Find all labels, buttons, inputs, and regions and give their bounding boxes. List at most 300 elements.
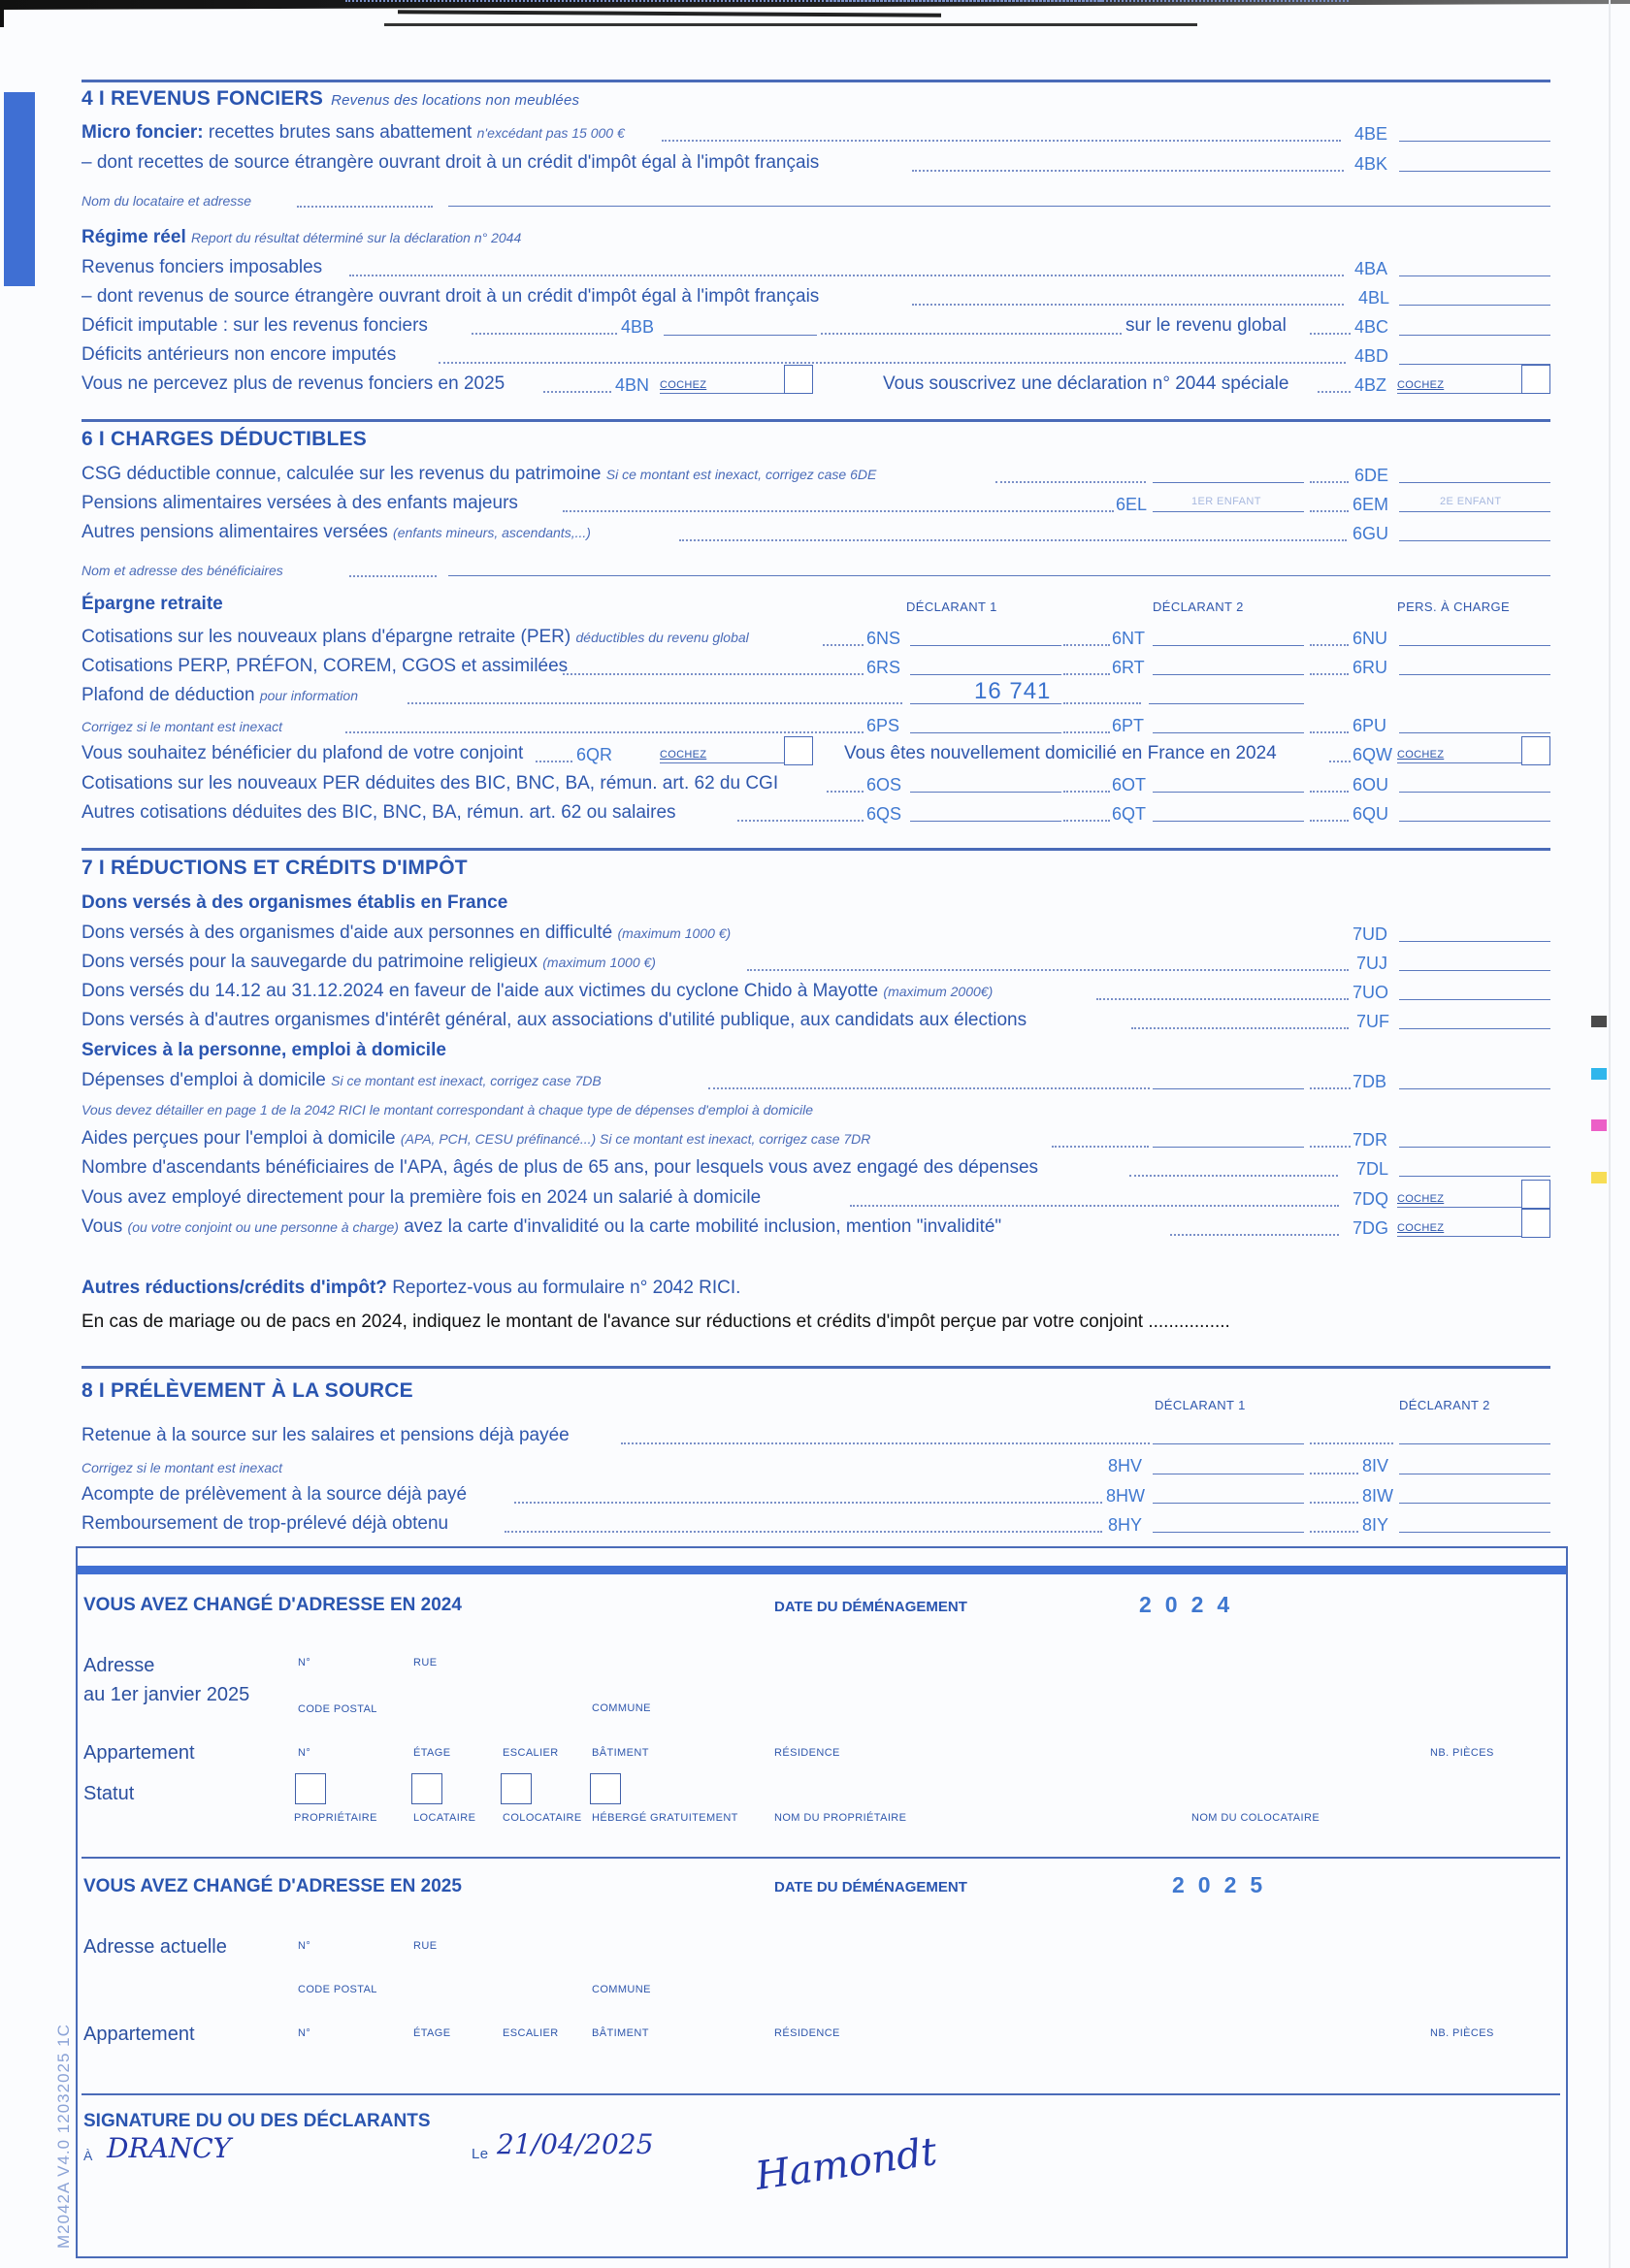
leader-dots [1310,1473,1358,1474]
depenses-row [82,1070,602,1091]
section-divider [82,419,1550,422]
column-header-declarant-2: DÉCLARANT 2 [1399,1398,1490,1412]
input-8IY[interactable] [1399,1532,1550,1533]
box-code-7DG: 7DG [1353,1218,1389,1238]
input-6OS[interactable] [910,792,1061,793]
checkbox-locataire[interactable] [411,1773,442,1804]
cochez-line [1397,1236,1521,1237]
box-code-7UF: 7UF [1356,1012,1390,1031]
input-7DR[interactable] [1399,1147,1550,1148]
detail-note: Vous devez détailler en page 1 de la 2042 RICI le montant correspondant à chaque type de dépenses d'emploi à domicile [82,1102,813,1118]
checkbox-6QR[interactable] [784,736,813,765]
row-label: Dons versés du 14.12 au 31.12.2024 en faveur de l'aide aux victimes du cyclone Chido à Mayotte [82,981,879,1001]
row-note: pour information [259,688,358,703]
conjoint-plafond-row: Vous souhaitez bénéficier du plafond de votre conjoint [82,743,524,763]
no-more-row: Vous ne percevez plus de revenus fonciers en 2025 [82,373,505,394]
move-year-2024[interactable]: 2024 [1139,1592,1244,1617]
input-6PU[interactable] [1399,732,1550,733]
leader-dots [737,820,864,822]
field-label-batiment: BÂTIMENT [592,2027,649,2039]
page-edge [1609,0,1611,2268]
cochez-line [660,762,784,763]
status-option-colocataire: COLOCATAIRE [503,1812,582,1824]
leader-dots [1329,761,1351,762]
box-code-4BD: 4BD [1354,346,1389,366]
corrigez-label: Corrigez si le montant est inexact [82,1460,282,1475]
box-code-4BZ: 4BZ [1354,375,1387,395]
row-note: n'excédant pas 15 000 € [476,125,625,141]
page-side-tab [4,92,35,286]
input-6PT[interactable] [1153,732,1304,733]
input-6NS[interactable] [910,645,1061,646]
other-pensions-row [82,522,591,543]
leader-dots [1310,1146,1351,1148]
cochez-label: COCHEZ [1397,749,1445,761]
special-2044-label: Vous souscrivez une déclaration n° 2044 spéciale [883,373,1289,394]
input-7UF[interactable] [1399,1028,1550,1029]
input-7DL[interactable] [1399,1176,1550,1177]
place-label: À [83,2148,93,2163]
field-label-no: N° [298,1747,311,1759]
box-code-6RS: 6RS [866,658,901,677]
beneficiaries-label: Nom et adresse des bénéficiaires [82,563,283,578]
box-code-4BL: 4BL [1358,288,1390,308]
input-6EL[interactable] [1153,511,1304,512]
scan-line [398,10,941,16]
leader-dots [827,791,864,793]
status-option-locataire: LOCATAIRE [413,1812,476,1824]
leader-dots [536,761,572,762]
box-code-6EL: 6EL [1116,495,1148,514]
section-8-title: 8 I PRÉLÈVEMENT À LA SOURCE [82,1379,413,1402]
don-row: Dons versés à d'autres organismes d'intérêt général, aux associations d'utilité publique, aux candidats aux élections [82,1010,1027,1030]
form-reference-code: M2042A V4.0 12032025 1C [54,2024,73,2249]
first-child-hint: 1ER ENFANT [1191,496,1261,507]
registration-mark-magenta [1591,1119,1607,1131]
section-title-text: 4 I REVENUS FONCIERS [82,87,324,110]
section-divider [82,1366,1550,1369]
leader-dots [349,275,1344,276]
leader-dots [1129,1175,1338,1177]
field-label-rue: RUE [413,1657,438,1669]
row-label: Autres pensions alimentaires versées [82,522,388,542]
leader-dots [1063,644,1110,646]
plafond-row [82,685,358,706]
leader-dots [1310,731,1349,733]
cochez-label: COCHEZ [660,379,707,391]
box-code-6QR: 6QR [576,745,613,764]
row-label: avez la carte d'invalidité ou la carte mobilité inclusion, mention "invalidité" [404,1216,1002,1237]
box-code-6RT: 6RT [1112,658,1145,677]
regime-reel-row [82,227,521,248]
registration-mark-black [1591,1016,1607,1027]
box-code-7UO: 7UO [1353,983,1389,1002]
field-label-batiment: BÂTIMENT [592,1747,649,1759]
domicile-row: Vous êtes nouvellement domicilié en France en 2024 [844,743,1277,763]
row-note: déductibles du revenu global [575,630,749,645]
box-code-4BB: 4BB [621,317,655,337]
field-label-no: N° [298,2027,311,2039]
box-code-6NT: 6NT [1112,629,1146,648]
field-label-etage: ÉTAGE [413,1747,451,1759]
input-4BE[interactable] [1399,141,1550,142]
csg-row [82,464,876,485]
don-row [82,952,656,973]
input-6OU[interactable] [1399,792,1550,793]
field-label-commune: COMMUNE [592,1702,651,1714]
checkbox-colocataire[interactable] [501,1773,532,1804]
field-label-rue: RUE [413,1940,438,1952]
box-code-7DL: 7DL [1356,1159,1389,1179]
row-label-bold: Micro foncier: [82,122,204,143]
input-6DE[interactable] [1399,482,1550,483]
leader-dots [543,391,611,393]
field-label-nb-pieces: NB. PIÈCES [1430,2027,1494,2039]
dons-heading: Dons versés à des organismes établis en France [82,892,508,913]
row-label: Vous [82,1216,123,1237]
row-note: (maximum 2000€) [883,984,994,999]
row-label: Plafond de déduction [82,685,255,705]
mariage-pacs-row: En cas de mariage ou de pacs en 2024, indiquez le montant de l'avance sur réductions et crédits d'impôt perçue par votre conjoint ................ [82,1312,1230,1332]
input-retenue-declarant-1 [1153,1443,1304,1444]
row-label: recettes brutes sans abattement [208,122,473,143]
registration-mark-yellow [1591,1172,1607,1183]
leader-dots [995,481,1146,483]
input-retenue-declarant-2 [1399,1443,1550,1444]
leader-dots [850,1205,1339,1207]
cochez-line [1397,762,1521,763]
input-6NU[interactable] [1399,645,1550,646]
checkbox-heberge-gratuitement[interactable] [590,1773,621,1804]
scan-edge-corner [0,0,4,27]
checkbox-7DG[interactable] [1521,1209,1550,1238]
column-header-declarant-1: DÉCLARANT 1 [1155,1398,1246,1412]
leader-dots [1310,510,1349,512]
row-label: Cotisations sur les nouveaux plans d'épargne retraite (PER) [82,627,571,647]
input-6NT[interactable] [1153,645,1304,646]
csg-amount-line [1153,482,1304,483]
leader-dots [345,0,1102,2]
leader-dots [563,510,1114,512]
box-code-7DQ: 7DQ [1353,1189,1389,1209]
apartment-label: Appartement [83,1742,195,1764]
plafond-declarant-2 [1149,703,1304,704]
input-6QT[interactable] [1153,821,1304,822]
row-label: Reportez-vous au formulaire n° 2042 RICI. [392,1278,741,1298]
move-date-label-2025: DATE DU DÉMÉNAGEMENT [774,1879,967,1895]
input-4BA[interactable] [1399,275,1550,276]
input-6QS[interactable] [910,821,1061,822]
signature-title: SIGNATURE DU OU DES DÉCLARANTS [83,2111,431,2131]
leader-dots [912,170,1344,172]
box-code-6NU: 6NU [1353,629,1388,648]
leader-dots [1131,1027,1349,1029]
field-label-escalier: ESCALIER [503,2027,559,2039]
input-7UO[interactable] [1399,999,1550,1000]
input-4BC[interactable] [1399,335,1550,336]
box-code-7DR: 7DR [1353,1130,1388,1150]
input-6GU[interactable] [1399,540,1550,541]
leader-dots [1310,791,1349,793]
leader-dots [708,1087,1150,1089]
column-header-declarant-1: DÉCLARANT 1 [906,599,997,614]
section-divider [82,848,1550,851]
row-label: Aides perçues pour l'emploi à domicile [82,1128,396,1149]
box-code-6QW: 6QW [1353,745,1393,764]
first-employ-row: Vous avez employé directement pour la première fois en 2024 un salarié à domicile [82,1187,762,1208]
box-code-4BK: 4BK [1354,154,1388,174]
prior-deficits-row: Déficits antérieurs non encore imputés [82,344,397,365]
row-note: (maximum 1000 €) [542,955,656,970]
input-7UD[interactable] [1399,941,1550,942]
leader-dots [662,140,1341,142]
box-code-7UJ: 7UJ [1356,954,1388,973]
section-divider [82,2093,1560,2095]
box-code-8IV: 8IV [1362,1456,1389,1475]
box-code-6PU: 6PU [1353,716,1387,735]
per-bic-row: Cotisations sur les nouveaux PER déduites des BIC, BNC, BA, rémun. art. 62 du CGI [82,773,779,794]
box-code-4BN: 4BN [615,375,650,395]
field-label-no: N° [298,1940,311,1952]
input-6QU[interactable] [1399,821,1550,822]
input-4BK[interactable] [1399,171,1550,172]
section-7-title: 7 I RÉDUCTIONS ET CRÉDITS D'IMPÔT [82,857,468,879]
don-row [82,981,993,1002]
pensions-majeurs-row: Pensions alimentaires versées à des enfants majeurs [82,493,518,513]
row-label: Dépenses d'emploi à domicile [82,1070,326,1090]
row-note: (maximum 1000 €) [617,925,732,941]
address-2024-title: VOUS AVEZ CHANGÉ D'ADRESSE EN 2024 [83,1595,462,1615]
signature-date[interactable]: 21/04/2025 [497,2128,654,2160]
box-code-6DE: 6DE [1354,466,1389,485]
leader-dots [912,304,1344,306]
input-8IW[interactable] [1399,1503,1550,1504]
leader-dots [439,362,1346,364]
leader-dots [505,1531,1102,1533]
box-code-4BE: 4BE [1354,124,1388,144]
box-code-8HV: 8HV [1108,1456,1143,1475]
box-code-6PS: 6PS [866,716,900,735]
tenant-label: Nom du locataire et adresse [82,193,252,209]
row-note: Si ce montant est inexact, corrigez case 7DB [331,1073,602,1088]
apartment-label: Appartement [83,2024,195,2045]
second-child-hint: 2E ENFANT [1440,496,1502,507]
field-label-residence: RÉSIDENCE [774,2027,840,2039]
field-label-nom-colocataire: NOM DU COLOCATAIRE [1191,1812,1320,1824]
box-code-6EM: 6EM [1353,495,1389,514]
signature-place[interactable]: DRANCY [107,2132,232,2164]
handwritten-signature[interactable]: Hamondt [752,2129,940,2199]
don-row [82,923,731,944]
input-4BB[interactable] [664,335,817,336]
box-code-6OU: 6OU [1353,775,1389,794]
leader-dots [514,1502,1102,1504]
column-header-pers-a-charge: PERS. À CHARGE [1397,599,1511,614]
row-label: Dons versés à des organismes d'aide aux personnes en difficulté [82,923,613,943]
row-note: Si ce montant est inexact, corrigez case 6DE [605,467,877,482]
leader-dots [1063,702,1141,704]
leader-dots [1310,1442,1393,1444]
leader-dots [1310,1087,1351,1089]
scan-line [384,23,1197,26]
cochez-line [1397,393,1521,394]
aides-row [82,1128,870,1150]
registration-mark-cyan [1591,1068,1607,1080]
aides-amount-line [1153,1147,1304,1148]
plafond-value: 16 741 [974,678,1052,704]
retenue-row: Retenue à la source sur les salaires et pensions déjà payée [82,1425,570,1445]
row-note: (ou votre conjoint ou une personne à charge) [127,1219,399,1235]
leader-dots [563,673,864,675]
leader-dots [1310,673,1349,675]
move-date-label-2024: DATE DU DÉMÉNAGEMENT [774,1599,967,1615]
taxable-row: Revenus fonciers imposables [82,257,323,277]
row-note: (enfants mineurs, ascendants,...) [393,525,591,540]
leader-dots [1063,673,1110,675]
cochez-label: COCHEZ [1397,379,1445,391]
leader-dots [747,969,1349,971]
leader-dots [1310,644,1349,646]
input-6RU[interactable] [1399,674,1550,675]
row-label: Dons versés pour la sauvegarde du patrimoine religieux [82,952,538,972]
cochez-line [1397,1207,1521,1208]
frame-top-bar [78,1566,1566,1574]
section-4-title [82,87,579,111]
status-label: Statut [83,1783,135,1804]
box-code-6NS: 6NS [866,629,901,648]
input-8HW[interactable] [1153,1503,1304,1504]
leader-dots [821,333,1122,335]
checkbox-7DQ[interactable] [1521,1180,1550,1209]
micro-foreign-row: – dont recettes de source étrangère ouvrant droit à un crédit d'impôt égal à l'impôt français [82,152,820,173]
input-6EM[interactable] [1399,511,1550,512]
box-code-8HW: 8HW [1106,1486,1145,1506]
cochez-line [660,393,784,394]
row-label: CSG déductible connue, calculée sur les revenus du patrimoine [82,464,602,484]
leader-dots [1310,1531,1358,1533]
leader-dots [1310,820,1349,822]
input-7DB[interactable] [1399,1088,1550,1089]
box-code-6QS: 6QS [866,804,902,824]
field-label-no: N° [298,1657,311,1669]
leader-dots [1063,791,1110,793]
address-2025-title: VOUS AVEZ CHANGÉ D'ADRESSE EN 2025 [83,1876,462,1896]
row-label-bold: Autres réductions/crédits d'impôt? [82,1278,387,1298]
row-note: (APA, PCH, CESU préfinancé...) Si ce montant est inexact, corrigez case 7DR [400,1131,871,1147]
remboursement-row: Remboursement de trop-prélevé déjà obtenu [82,1513,449,1534]
deficit-global-label: sur le revenu global [1125,315,1287,336]
box-code-6RU: 6RU [1353,658,1388,677]
section-6-title: 6 I CHARGES DÉDUCTIBLES [82,428,367,450]
perp-row: Cotisations PERP, PRÉFON, COREM, CGOS et assimilées [82,656,569,676]
field-label-etage: ÉTAGE [413,2027,451,2039]
ascendants-row: Nombre d'ascendants bénéficiaires de l'APA, âgés de plus de 65 ans, pour lesquels vous avez engagé des dépenses [82,1157,1039,1178]
autres-cotisations-row: Autres cotisations déduites des BIC, BNC, BA, rémun. art. 62 ou salaires [82,802,676,823]
leader-dots [1170,1234,1339,1236]
box-code-7UD: 7UD [1353,924,1388,944]
input-6OT[interactable] [1153,792,1304,793]
section-divider [82,80,1550,82]
field-label-commune: COMMUNE [592,1984,651,1995]
column-header-declarant-2: DÉCLARANT 2 [1153,599,1244,614]
leader-dots [297,206,433,208]
input-6PS[interactable] [910,732,1061,733]
address-label: Adresse [83,1655,155,1676]
box-code-8IW: 8IW [1362,1486,1394,1506]
deficit-row: Déficit imputable : sur les revenus fonciers [82,315,428,336]
leader-dots [1063,731,1110,733]
current-address-label: Adresse actuelle [83,1936,227,1958]
leader-dots [1310,1502,1358,1504]
micro-foncier-row [82,122,625,144]
input-6RS[interactable] [910,674,1061,675]
box-code-6QT: 6QT [1112,804,1147,824]
checkbox-proprietaire[interactable] [295,1773,326,1804]
row-note: Report du résultat déterminé sur la déclaration n° 2044 [191,230,522,245]
box-code-6OT: 6OT [1112,775,1147,794]
move-year-2025[interactable]: 2025 [1172,1872,1277,1897]
box-code-6PT: 6PT [1112,716,1145,735]
checkbox-4BN[interactable] [784,365,813,394]
acompte-row: Acompte de prélèvement à la source déjà payé [82,1484,468,1505]
section-subtitle: Revenus des locations non meublées [331,92,580,109]
leader-dots [345,731,864,733]
invalidite-row [82,1216,1001,1238]
input-8HY[interactable] [1153,1532,1304,1533]
leader-dots [472,333,617,335]
input-4BL[interactable] [1399,305,1550,306]
box-code-4BC: 4BC [1354,317,1389,337]
leader-dots [621,1442,1150,1444]
box-code-4BA: 4BA [1354,259,1388,278]
checkbox-6QW[interactable] [1521,736,1550,765]
field-label-code-postal: CODE POSTAL [298,1984,377,1995]
row-label-bold: Régime réel [82,227,186,247]
field-label-residence: RÉSIDENCE [774,1747,840,1759]
box-code-6GU: 6GU [1353,524,1389,543]
leader-dots [1310,333,1351,335]
input-7UJ[interactable] [1399,970,1550,971]
checkbox-4BZ[interactable] [1521,365,1550,394]
beneficiaries-input[interactable] [448,575,1550,576]
tenant-input[interactable] [448,206,1550,207]
leader-dots [408,702,902,704]
services-heading: Services à la personne, emploi à domicile [82,1040,446,1060]
corrigez-label: Corrigez si le montant est inexact [82,719,282,734]
leader-dots [1052,1146,1149,1148]
section-divider [82,1857,1560,1859]
field-label-nb-pieces: NB. PIÈCES [1430,1747,1494,1759]
box-code-7DB: 7DB [1353,1072,1387,1091]
address-date-label [83,1684,249,1706]
epargne-retraite-heading: Épargne retraite [82,594,223,614]
per-row [82,627,749,648]
field-label-escalier: ESCALIER [503,1747,559,1759]
leader-dots [823,644,864,646]
plafond-declarant-1 [910,703,1061,704]
leader-dots [1096,998,1349,1000]
leader-dots [349,575,437,577]
box-code-6OS: 6OS [866,775,902,794]
cochez-label: COCHEZ [660,749,707,761]
cochez-label: COCHEZ [1397,1222,1445,1234]
field-label-nom-proprietaire: NOM DU PROPRIÉTAIRE [774,1812,907,1824]
box-code-8HY: 8HY [1108,1515,1143,1535]
input-6RT[interactable] [1153,674,1304,675]
leader-dots [679,539,1347,541]
box-code-6QU: 6QU [1353,804,1389,824]
box-code-8IY: 8IY [1362,1515,1389,1535]
